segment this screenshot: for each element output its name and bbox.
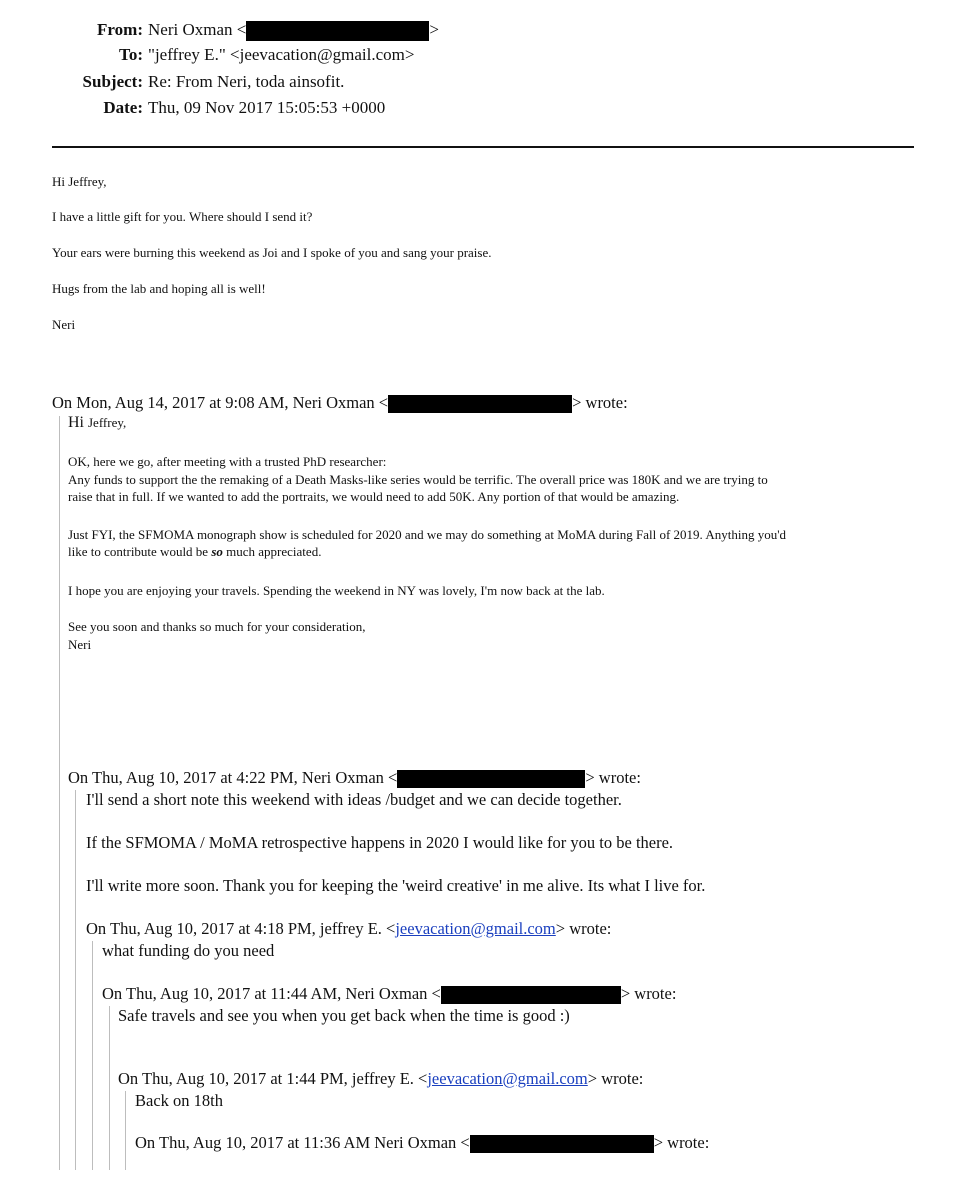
message-line-1: I have a little gift for you. Where should I send it? <box>52 209 313 224</box>
message-line-3: Hugs from the lab and hoping all is well! <box>52 281 266 296</box>
quote1-p3: I hope you are enjoying your travels. Spending the weekend in NY was lovely, I'm now back at the lab. <box>68 583 605 598</box>
quote2-line2: If the SFMOMA / MoMA retrospective happens in 2020 I would like for you to be there. <box>86 833 674 852</box>
quote2-attribution: On Thu, Aug 10, 2017 at 4:22 PM, Neri Oxman < > wrote: <box>68 768 641 787</box>
quote3-attribution: On Thu, Aug 10, 2017 at 4:18 PM, jeffrey E. <jeevacation@gmail.com> wrote: <box>86 919 612 938</box>
quote5-line1: Back on 18th <box>135 1091 223 1110</box>
quote6-attribution: On Thu, Aug 10, 2017 at 11:36 AM Neri Oxman < > wrote: <box>135 1133 710 1152</box>
redaction-box <box>388 395 572 413</box>
quote5-attribution: On Thu, Aug 10, 2017 at 1:44 PM, jeffrey E. <jeevacation@gmail.com> wrote: <box>118 1069 644 1088</box>
quote1-p1-line2: Any funds to support the the remaking of a Death Masks-like series would be terrific. The overall price was 180K and we are trying to <box>68 472 768 487</box>
quote1-p2-line1: Just FYI, the SFMOMA monograph show is scheduled for 2020 and we may do something at MoMA during Fall of 2019. Anything you'd <box>68 527 787 542</box>
subject-row <box>0 70 971 94</box>
quote1-p1-line1: OK, here we go, after meeting with a trusted PhD researcher: <box>68 454 387 469</box>
date-value: Thu, 09 Nov 2017 15:05:53 +0000 <box>148 98 386 117</box>
quote1-attribution: On Mon, Aug 14, 2017 at 9:08 AM, Neri Oxman < > wrote: <box>52 393 628 412</box>
quote4-attribution: On Thu, Aug 10, 2017 at 11:44 AM, Neri Oxman < > wrote: <box>102 984 677 1003</box>
greeting: Hi Jeffrey, <box>52 174 107 189</box>
quote-bar <box>125 1091 126 1170</box>
to-value: "jeffrey E." <jeevacation@gmail.com> <box>148 45 415 64</box>
email-link[interactable]: jeevacation@gmail.com <box>395 919 556 938</box>
subject-label: Subject: <box>82 72 143 91</box>
quote1-p2-line2: like to contribute would be so much appreciated. <box>68 544 322 559</box>
to-row <box>0 43 971 67</box>
redaction-box <box>470 1135 654 1153</box>
from-label: From: <box>97 20 143 39</box>
quote1-p1-line3: raise that in full. If we wanted to add the portraits, we would need to add 50K. Any portion of that would be amazing. <box>68 489 680 504</box>
quote-bar <box>92 941 93 1170</box>
redaction-box <box>397 770 585 788</box>
to-label: To: <box>119 45 143 64</box>
quote2-line1: I'll send a short note this weekend with ideas /budget and we can decide together. <box>86 790 622 809</box>
date-label: Date: <box>103 98 143 117</box>
from-name: Neri Oxman < <box>148 20 247 39</box>
quote2-line3: I'll write more soon. Thank you for keeping the 'weird creative' in me alive. Its what I live for. <box>86 876 706 895</box>
from-close: > <box>429 20 439 39</box>
quote-bar <box>75 790 76 1170</box>
redaction-box <box>441 986 621 1004</box>
redaction-box <box>246 21 429 41</box>
quote1-p4-line1: See you soon and thanks so much for your consideration, <box>68 619 366 634</box>
header-divider <box>52 146 914 148</box>
from-row <box>0 18 971 42</box>
signoff: Neri <box>52 317 76 332</box>
quote1-greeting: Hi Jeffrey, <box>68 414 127 431</box>
quote4-line1: Safe travels and see you when you get back when the time is good :) <box>118 1006 570 1025</box>
message-line-2: Your ears were burning this weekend as Joi and I spoke of you and sang your praise. <box>52 245 492 260</box>
quote3-line1: what funding do you need <box>102 941 275 960</box>
quote-bar <box>109 1006 110 1170</box>
quote-bar <box>59 416 60 1170</box>
email-link[interactable]: jeevacation@gmail.com <box>427 1069 588 1088</box>
subject-value: Re: From Neri, toda ainsofit. <box>148 72 345 91</box>
quote1-p4-line2: Neri <box>68 637 92 652</box>
date-row <box>0 96 971 120</box>
